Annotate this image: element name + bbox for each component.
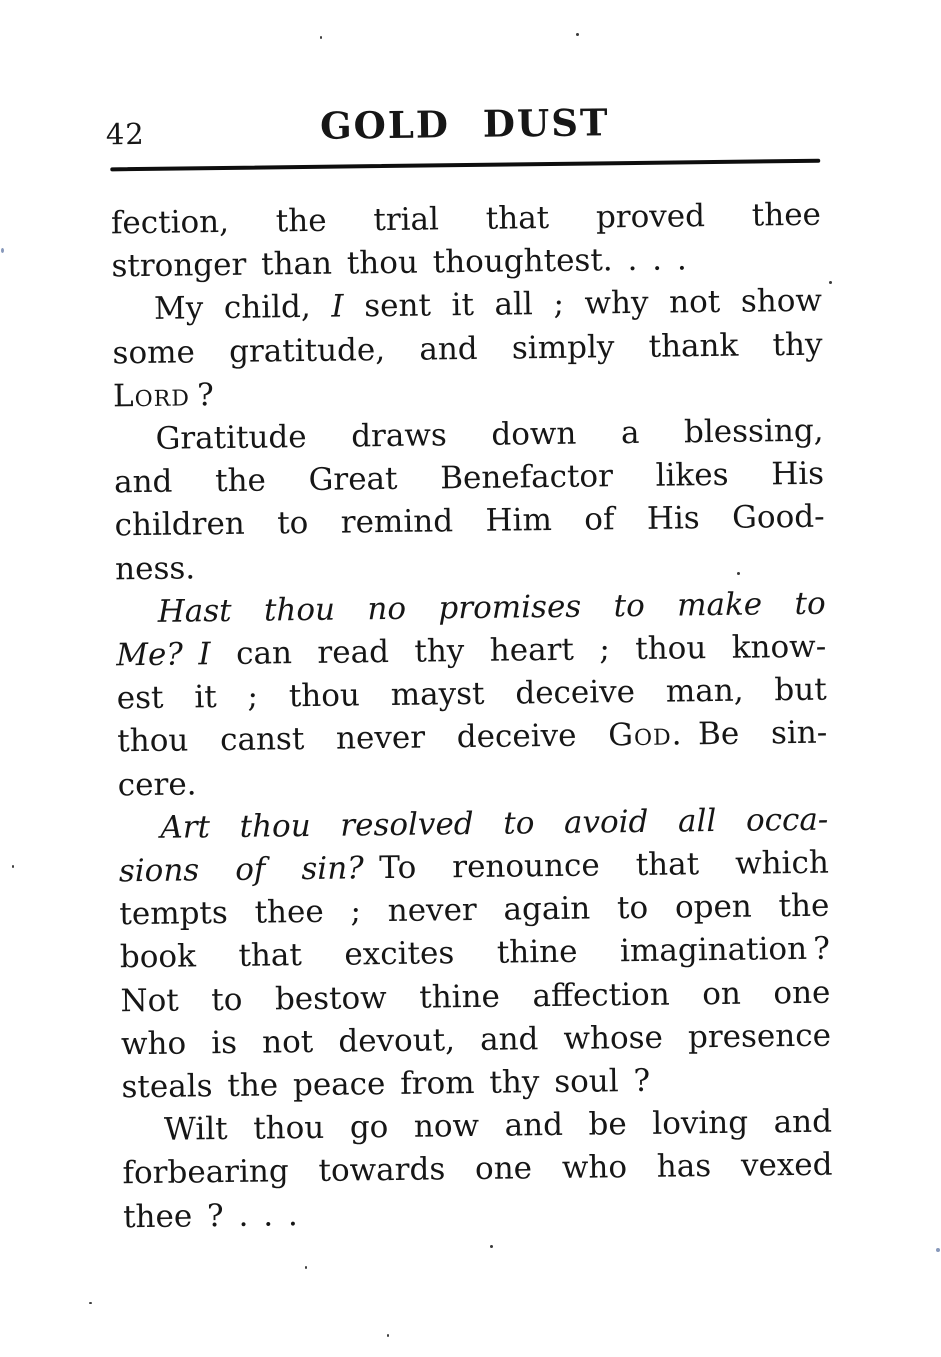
text-line: and the Great Benefactor likes His [113,455,825,501]
scan-speck [305,1266,307,1269]
text-line: fection, the trial that proved thee [110,196,822,242]
text-line: thou canst never deceive God. Be sin- [117,715,828,760]
running-head-title: GOLD DUST [319,100,610,148]
page-number: 42 [105,116,145,152]
page-content [105,94,833,1239]
text-line: stronger than thou thoughtest. . . . [111,241,687,285]
text-line: book that excites thine imagination ? [119,931,831,976]
text-line: tempts thee ; never again to open the [119,887,830,933]
text-line: steals the peace from thy soul ? [121,1062,651,1106]
text-line: cere. [117,766,197,803]
text-line: Art thou resolved to avoid all occa- [160,801,829,846]
scan-speck [1,248,4,253]
scan-speck [737,572,740,575]
scan-speck [829,281,832,284]
text-line: Me? I can read thy heart ; thou know- [116,628,827,674]
page-header [105,94,820,155]
header-rule [110,159,820,172]
text-line: ness. [114,549,196,587]
scan-speck [387,1334,389,1337]
text-line: Not to bestow thine affection on one [120,974,831,1019]
scan-speck [89,1302,92,1304]
text-line: some gratitude, and simply thank thy [112,326,823,371]
scan-speck [490,1245,493,1248]
body-text [111,194,834,1239]
text-line: thee ? . . . [122,1196,299,1235]
scan-speck [936,1248,940,1252]
text-line: est it ; thou mayst deceive man, but [116,671,827,717]
text-line: who is not devout, and whose presence [120,1017,832,1063]
text-line: Lord ? [112,376,215,415]
scan-speck [12,865,14,868]
text-line: forbearing towards one who has vexed [122,1147,833,1192]
text-line: Hast thou no promises to make to [157,585,826,630]
text-line: children to remind Him of His Good- [114,499,825,544]
text-line: Gratitude draws down a blessing, [155,412,824,457]
scan-speck [576,33,579,36]
text-line: Wilt thou go now and be loving and [163,1103,833,1149]
scan-speck [320,36,322,39]
text-line: sions of sin? To renounce that which [118,844,830,890]
text-line: My child, I sent it all ; why not show [153,283,823,328]
